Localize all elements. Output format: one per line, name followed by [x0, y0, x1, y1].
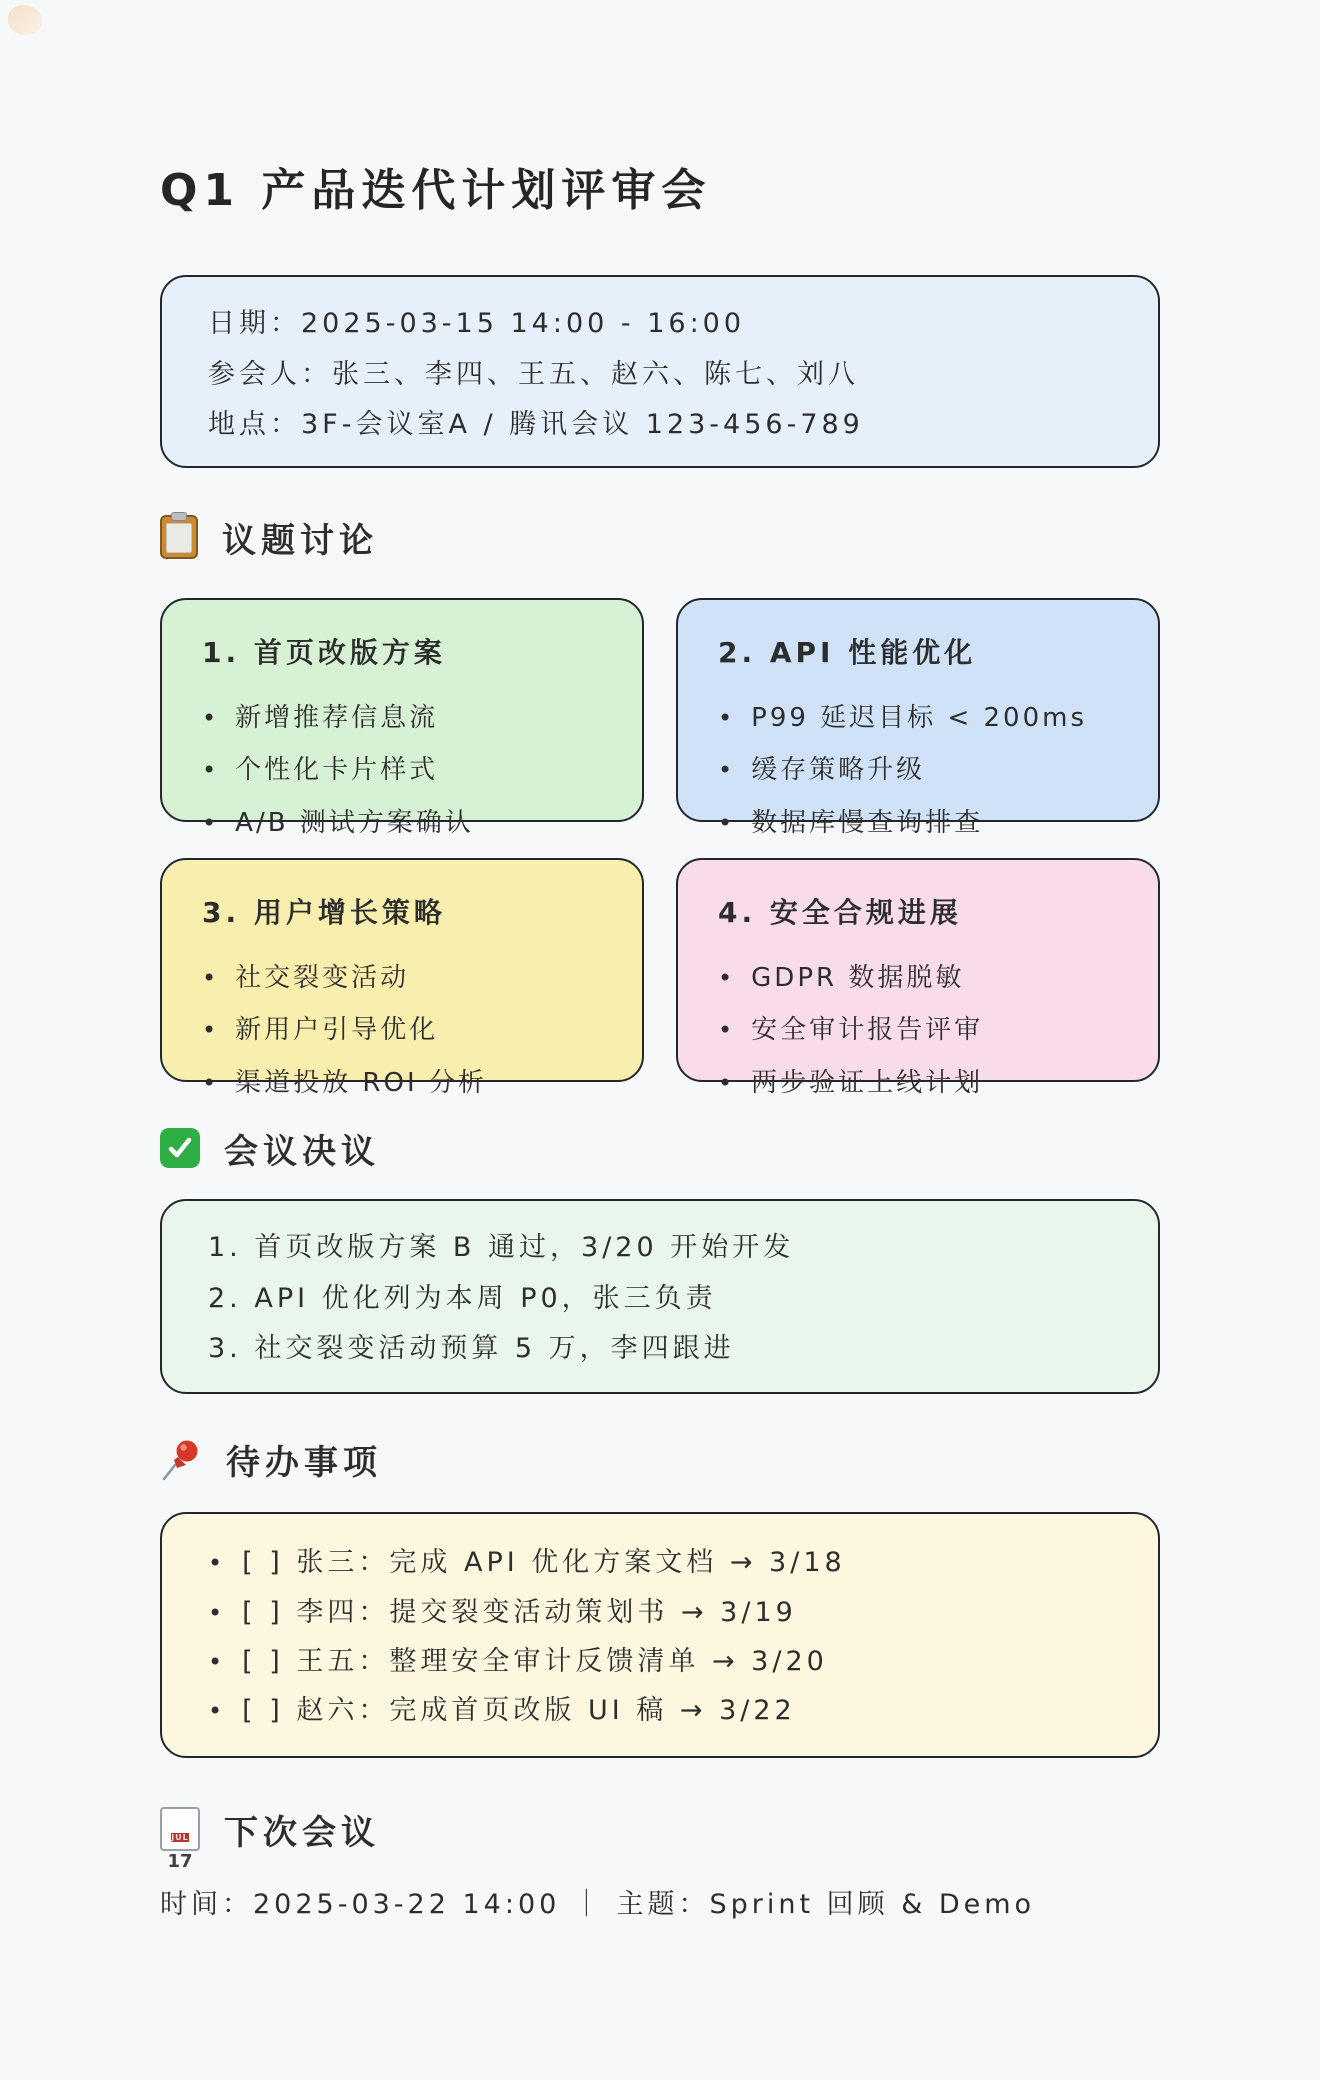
todo-line-text: [ ] 李四：提交裂变活动策划书 → 3/19 — [242, 1596, 797, 1628]
topic-card-item-text: 个性化卡片样式 — [235, 755, 439, 786]
topic-card-title: 2. API 性能优化 — [718, 636, 977, 670]
document-content — [160, 0, 1160, 1921]
decision-line: 2. API 优化列为本周 P0，张三负责 — [208, 1282, 717, 1314]
topic-card-item — [718, 962, 1118, 995]
topic-card — [160, 858, 644, 1098]
section-title-next-meeting: 下次会议 — [224, 1812, 380, 1853]
section-title-todos: 待办事项 — [226, 1442, 382, 1483]
bullet-glyph: • — [202, 756, 220, 785]
check-icon — [160, 1128, 200, 1168]
decision-line: 1. 首页改版方案 B 通过，3/20 开始开发 — [208, 1232, 795, 1264]
bullet-glyph: • — [208, 1549, 227, 1578]
check-glyph — [167, 1135, 193, 1161]
decisions-box — [160, 1199, 1160, 1394]
todo-line — [208, 1645, 1112, 1679]
meeting-meta-box — [160, 275, 1160, 468]
calendar-day: 17 — [167, 1851, 193, 1873]
topic-card-item-text: 数据库慢查询排查 — [751, 807, 984, 838]
clipboard-icon — [160, 515, 198, 559]
todo-line — [208, 1596, 1112, 1630]
clipboard-clip — [171, 512, 187, 521]
decorative-smudge — [8, 5, 42, 35]
pushpin-glyph — [160, 1437, 202, 1481]
topic-card-item-text: 新用户引导优化 — [235, 1015, 439, 1046]
section-header-decisions — [160, 1125, 1160, 1171]
topic-card — [160, 598, 644, 838]
bullet-glyph: • — [718, 808, 736, 837]
bullet-glyph: • — [208, 1648, 227, 1676]
page-title: Q1 产品迭代计划评审会 — [160, 165, 712, 216]
todos-box — [160, 1512, 1160, 1758]
section-header-todos — [160, 1436, 1160, 1482]
topic-card-list — [202, 962, 602, 1100]
topic-card-item-text: A/B 测试方案确认 — [235, 807, 474, 838]
topic-card-item — [202, 1067, 602, 1100]
bullet-glyph: • — [208, 1697, 227, 1726]
topic-card-list — [718, 962, 1118, 1100]
topic-card-list — [202, 702, 602, 840]
calendar-month: JUL — [171, 1833, 189, 1843]
bullet-glyph: • — [202, 1068, 220, 1097]
topic-card-item — [202, 1014, 602, 1047]
bullet-glyph: • — [718, 703, 736, 732]
pushpin-icon — [160, 1437, 202, 1481]
topic-card-item — [202, 702, 602, 735]
bullet-glyph: • — [202, 963, 220, 992]
meta-line: 地点：3F-会议室A / 腾讯会议 123-456-789 — [208, 409, 864, 441]
topic-card-title: 4. 安全合规进展 — [718, 896, 962, 930]
topic-card-item-text: 社交裂变活动 — [235, 962, 410, 993]
todo-line-text: [ ] 张三：完成 API 优化方案文档 → 3/18 — [242, 1547, 846, 1579]
section-header-next-meeting — [160, 1806, 1160, 1873]
bullet-glyph: • — [718, 1016, 736, 1045]
topic-card-item-text: 安全审计报告评审 — [751, 1015, 984, 1046]
topic-card-item — [202, 962, 602, 995]
todo-line-text: [ ] 王五：整理安全审计反馈清单 → 3/20 — [242, 1646, 828, 1677]
topic-card — [676, 858, 1160, 1098]
bullet-glyph: • — [718, 963, 736, 992]
topic-card-list — [718, 702, 1118, 840]
bullet-glyph: • — [208, 1598, 227, 1627]
bullet-glyph: • — [718, 1068, 736, 1097]
topic-card-item — [718, 754, 1118, 787]
meta-line: 参会人：张三、李四、王五、赵六、陈七、刘八 — [208, 358, 859, 390]
calendar-icon — [160, 1807, 200, 1873]
bullet-glyph: • — [202, 703, 220, 732]
topic-card-item-text: 两步验证上线计划 — [751, 1067, 984, 1098]
topic-card-item — [718, 807, 1118, 840]
next-meeting-info: 时间：2025-03-22 14:00 ｜ 主题：Sprint 回顾 & Demo — [160, 1889, 1036, 1921]
bullet-glyph: • — [718, 756, 736, 785]
section-title-topics: 议题讨论 — [222, 520, 378, 561]
section-title-decisions: 会议决议 — [224, 1131, 380, 1172]
meta-line: 日期：2025-03-15 14:00 - 16:00 — [208, 308, 746, 340]
bullet-glyph: • — [202, 808, 220, 837]
topic-card-title: 1. 首页改版方案 — [202, 636, 446, 670]
topic-card-item — [718, 1014, 1118, 1047]
topic-card-item-text: 新增推荐信息流 — [235, 702, 439, 733]
topic-card-item — [718, 702, 1118, 735]
todo-line — [208, 1694, 1112, 1728]
topic-card-item-text: P99 延迟目标 < 200ms — [751, 702, 1087, 733]
topic-card-item — [202, 754, 602, 787]
topic-card-item — [718, 1067, 1118, 1100]
topic-card-item-text: 缓存策略升级 — [751, 755, 926, 786]
bullet-glyph: • — [202, 1016, 220, 1045]
topic-card — [676, 598, 1160, 838]
decision-line: 3. 社交裂变活动预算 5 万，李四跟进 — [208, 1333, 735, 1365]
topic-card-title: 3. 用户增长策略 — [202, 896, 446, 930]
section-header-topics — [160, 514, 1160, 560]
todo-line — [208, 1546, 1112, 1580]
todo-line-text: [ ] 赵六：完成首页改版 UI 稿 → 3/22 — [242, 1695, 796, 1727]
topic-card-item-text: GDPR 数据脱敏 — [751, 962, 965, 993]
topic-card-item-text: 渠道投放 ROI 分析 — [235, 1067, 487, 1098]
clipboard-paper — [166, 523, 192, 553]
topic-cards-grid — [160, 598, 1160, 1098]
topic-card-item — [202, 807, 602, 840]
